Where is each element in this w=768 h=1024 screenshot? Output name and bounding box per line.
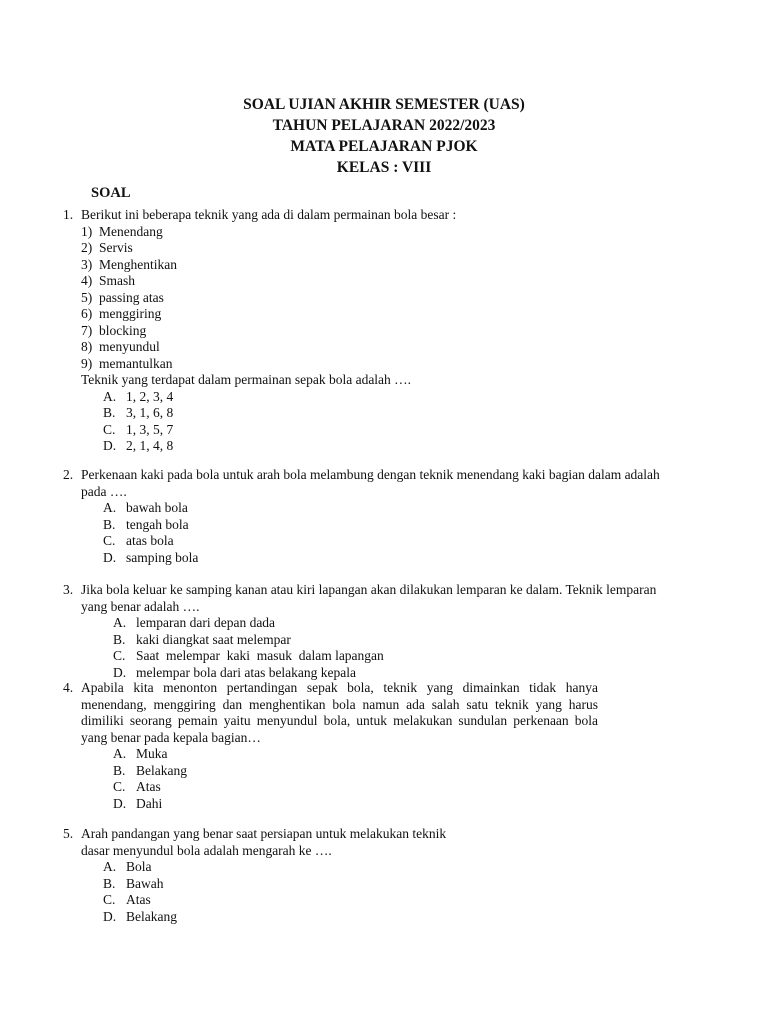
list-item: 2) Servis xyxy=(81,240,133,255)
option-b: B. tengah bola xyxy=(103,516,189,532)
question-stem: dasar menyundul bola adalah mengarah ke …. xyxy=(81,842,332,858)
question-stem: Apabila kita menonton pertandingan sepak bola, teknik yang dimainkan tidak hanya xyxy=(81,680,598,695)
option-b: B. Belakang xyxy=(113,762,187,778)
option-c: C. Atas xyxy=(113,779,161,794)
option-a: A. lemparan dari depan dada xyxy=(113,615,276,630)
question-4 xyxy=(63,680,598,812)
question-number: 1. xyxy=(63,207,74,222)
question-stem: dimiliki seorang pemain yaitu menyundul bola, untuk melakukan sundulan perkenaan bola xyxy=(81,713,598,728)
answer-options xyxy=(81,500,681,566)
option-c: C. 1, 3, 5, 7 xyxy=(103,421,174,437)
list-item: 1) Menendang xyxy=(81,223,163,239)
question-3 xyxy=(63,582,681,681)
question-stem: Arah pandangan yang benar saat persiapan untuk melakukan teknik xyxy=(81,826,447,841)
question-5 xyxy=(63,826,681,925)
option-a: A. Muka xyxy=(113,746,168,761)
answer-options xyxy=(81,615,681,681)
option-d: D. Belakang xyxy=(103,908,177,924)
list-item: 6) menggiring xyxy=(81,306,162,321)
option-d: D. 2, 1, 4, 8 xyxy=(103,438,174,453)
answer-options xyxy=(81,746,598,812)
option-a: A. 1, 2, 3, 4 xyxy=(103,388,174,404)
section-label: SOAL xyxy=(91,185,131,201)
question-stem: Berikut ini beberapa teknik yang ada di dalam permainan bola besar : xyxy=(81,207,457,222)
question-stem: Jika bola keluar ke samping kanan atau kiri lapangan akan dilakukan lemparan ke dalam. Teknik lemparan xyxy=(81,582,657,597)
list-item: 9) memantulkan xyxy=(81,355,173,371)
answer-options xyxy=(81,389,681,455)
question-number: 2. xyxy=(63,467,74,482)
exam-header xyxy=(0,94,768,178)
question-number: 4. xyxy=(63,680,74,695)
answer-options xyxy=(81,859,681,925)
subject: MATA PELAJARAN PJOK xyxy=(290,138,478,155)
option-c: C. Saat melempar kaki masuk dalam lapangan xyxy=(113,648,384,663)
academic-year: TAHUN PELAJARAN 2022/2023 xyxy=(272,117,496,134)
option-a: A. bawah bola xyxy=(103,500,188,515)
option-d: D. Dahi xyxy=(113,795,163,811)
question-stem: Perkenaan kaki pada bola untuk arah bola melambung dengan teknik menendang kaki bagian dalam adalah xyxy=(81,467,660,482)
option-c: C. Atas xyxy=(103,892,151,907)
list-item: 4) Smash xyxy=(81,273,136,288)
exam-title: SOAL UJIAN AKHIR SEMESTER (UAS) xyxy=(243,96,525,113)
question-stem: yang benar adalah …. xyxy=(81,598,200,614)
question-prompt: Teknik yang terdapat dalam permainan sepak bola adalah …. xyxy=(81,372,412,387)
question-1 xyxy=(63,207,681,455)
question-number: 3. xyxy=(63,582,74,597)
list-item: 8) menyundul xyxy=(81,339,160,354)
question-stem: yang benar pada kepala bagian… xyxy=(81,729,261,745)
option-a: A. Bola xyxy=(103,859,152,874)
question-number: 5. xyxy=(63,826,74,841)
question-2 xyxy=(63,467,681,566)
option-d: D. melempar bola dari atas belakang kepala xyxy=(113,664,357,680)
option-c: C. atas bola xyxy=(103,533,174,548)
question-stem: pada …. xyxy=(81,483,127,499)
list-item: 7) blocking xyxy=(81,322,147,338)
question-stem: menendang, menggiring dan menghentikan bola namun ada salah satu teknik yang harus xyxy=(81,696,598,712)
technique-list xyxy=(81,224,681,373)
list-item: 3) Menghentikan xyxy=(81,256,177,272)
option-b: B. Bawah xyxy=(103,875,164,891)
option-b: B. 3, 1, 6, 8 xyxy=(103,405,174,420)
option-d: D. samping bola xyxy=(103,549,199,565)
option-b: B. kaki diangkat saat melempar xyxy=(113,631,291,647)
list-item: 5) passing atas xyxy=(81,289,164,305)
class-level: KELAS : VIII xyxy=(336,159,432,176)
